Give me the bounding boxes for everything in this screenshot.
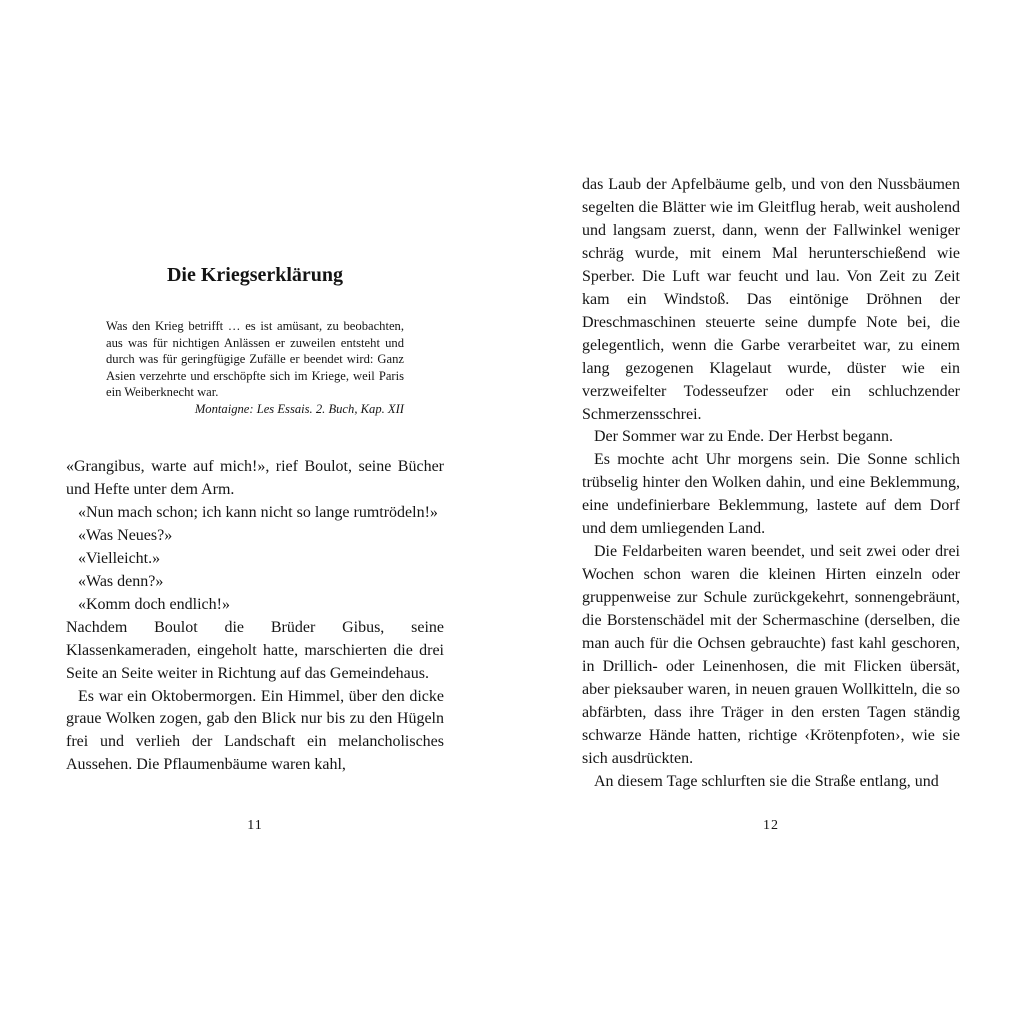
paragraph: «Was denn?»	[78, 572, 164, 590]
left-page-body	[66, 456, 444, 777]
paragraph: «Was Neues?»	[78, 526, 173, 544]
paragraph: «Vielleicht.»	[78, 549, 161, 567]
paragraph: «Grangibus, warte auf mich!», rief Boulot, seine Bücher und Hefte unter dem Arm.	[66, 458, 444, 498]
paragraph: Die Feldarbeiten waren beendet, und seit zwei oder drei Wochen schon waren die kleinen Hirten einzeln oder gruppenweise zur Schule zurückgekehrt, sonnengebräunt, die Borstenschädel mit der Schermaschine (derselben, die man auch für die Ochsen gebrauchte) fast kahl geschoren, in Drillich- oder Leinenhosen, die mit Flicken übersät, aber pieksauber waren, in neuen grauen Wollkitteln, die so abfärbten, dass ihre Träger in den ersten Tagen ständig schwarze Hände hatten, richtige ‹Krötenpfoten›, wie sie sich ausdrückten.	[582, 543, 960, 767]
page-number: 11	[247, 818, 263, 833]
paragraph: «Komm doch endlich!»	[78, 595, 230, 613]
paragraph: Der Sommer war zu Ende. Der Herbst begann.	[594, 428, 894, 446]
epigraph-source: Montaigne: Les Essais. 2. Buch, Kap. XII	[194, 401, 404, 416]
chapter-title: Die Kriegserklärung	[166, 264, 344, 286]
left-page	[66, 0, 444, 1024]
paragraph: An diesem Tage schlurften sie die Straße entlang, und	[594, 772, 939, 790]
paragraph: Nachdem Boulot die Brüder Gibus, seine Klassenkameraden, eingeholt hatte, marschierten die drei Seite an Seite weiter in Richtung auf das Gemeindehaus.	[66, 618, 444, 682]
right-page-body	[582, 174, 960, 794]
paragraph: Es mochte acht Uhr morgens sein. Die Sonne schlich trübselig hinter den Wolken dahin, und eine Beklemmung, eine undefinierbare Beklemmung, lastete auf dem Dorf und dem umliegenden Land.	[582, 451, 960, 538]
paragraph: «Nun mach schon; ich kann nicht so lange rumtrödeln!»	[78, 503, 438, 521]
page-number: 12	[763, 818, 779, 833]
epigraph	[106, 318, 404, 417]
paragraph: das Laub der Apfelbäume gelb, und von den Nussbäumen segelten die Blätter wie im Gleitflug herab, weit ausholend und langsam zuerst, dann, wenn der Fallwinkel weniger schräg wurde, mit einem Mal herunterschießend wie Sperber. Die Luft war feucht und lau. Von Zeit zu Zeit kam ein Windstoß. Das eintönige Dröhnen der Dreschmaschinen steuerte seine dumpfe Note bei, die gelegentlich, wenn die Garbe verarbeitet war, zu einem lang gezogenen Klagelaut wurde, düster wie ein verzweifelter Todesseufzer oder ein schluchzender Schmerzensschrei.	[582, 176, 960, 423]
paragraph: Es war ein Oktobermorgen. Ein Himmel, über den dicke graue Wolken zogen, gab den Blick nur bis zu den Hügeln frei und verlieh der Landschaft ein melancholisches Aussehen. Die Pflaumenbäume waren kahl,	[66, 687, 444, 774]
right-page	[582, 0, 960, 1024]
epigraph-text: Was den Krieg betrifft … es ist amüsant, zu beobachten, aus was für nichtigen Anlässen er zuweilen entsteht und durch was für geringfügige Zufälle er beendet wird: Ganz Asien verzehrte und erschöpfte sich im Kriege, weil Paris ein Weiberknecht war.	[106, 319, 404, 399]
